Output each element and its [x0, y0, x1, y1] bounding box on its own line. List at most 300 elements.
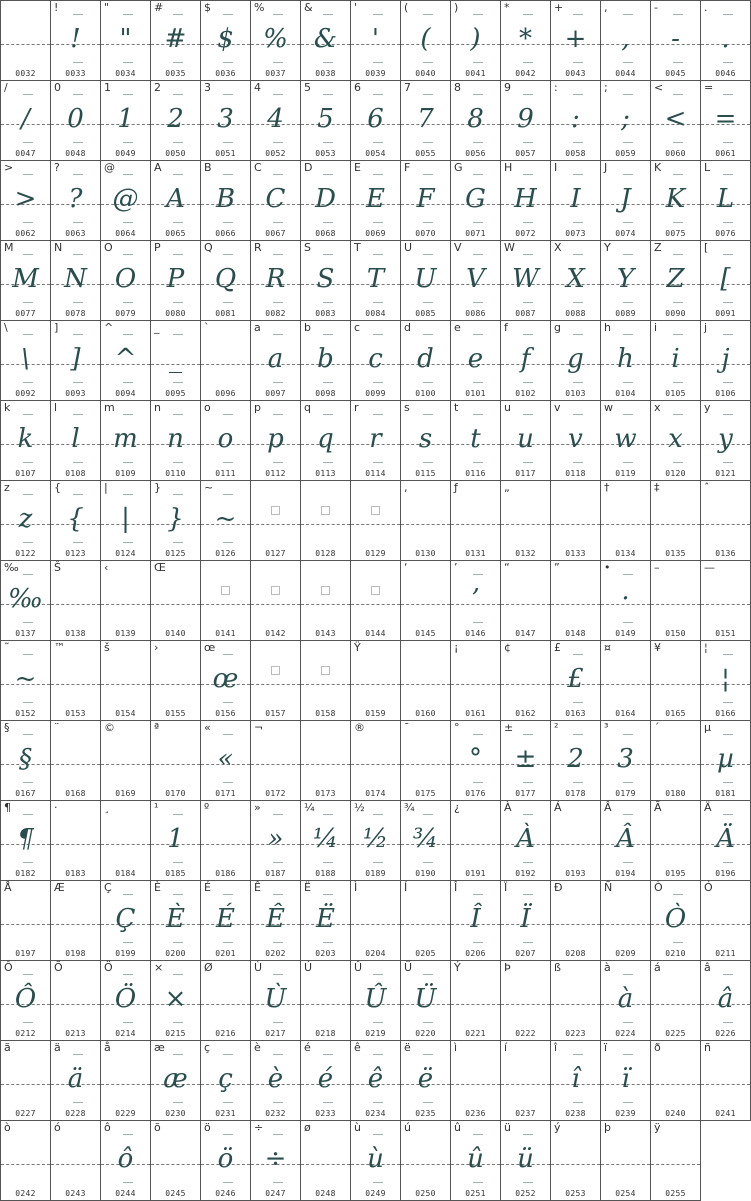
char-label: ý: [554, 1121, 561, 1134]
glyph-cell[interactable]: [51, 1, 101, 81]
glyph-cell[interactable]: [551, 321, 601, 401]
glyph-cell[interactable]: [651, 641, 701, 721]
glyph-cell[interactable]: [201, 961, 251, 1041]
glyph-cell[interactable]: [101, 1121, 151, 1201]
char-code: 0155: [165, 709, 186, 718]
glyph-cell[interactable]: [201, 881, 251, 961]
glyph-cell[interactable]: [251, 641, 301, 721]
glyph-cell[interactable]: [301, 81, 351, 161]
ascender-mark: [273, 974, 283, 975]
glyph-cell[interactable]: [501, 481, 551, 561]
glyph-cell[interactable]: [51, 801, 101, 881]
glyph-cell[interactable]: [601, 721, 651, 801]
glyph-cell[interactable]: [1, 561, 51, 641]
char-label: e: [454, 321, 461, 334]
ascender-mark: [123, 894, 133, 895]
glyph-cell[interactable]: [151, 1, 201, 81]
glyph-cell[interactable]: [1, 1, 51, 81]
glyph-cell[interactable]: [201, 561, 251, 641]
glyph-cell[interactable]: [501, 401, 551, 481]
glyph-cell[interactable]: [251, 961, 301, 1041]
glyph-cell[interactable]: [401, 401, 451, 481]
char-label: ©: [104, 721, 115, 734]
glyph-cell[interactable]: [401, 481, 451, 561]
glyph-cell[interactable]: [401, 641, 451, 721]
glyph-cell[interactable]: [601, 881, 651, 961]
glyph-cell[interactable]: [101, 961, 151, 1041]
glyph-cell[interactable]: [651, 721, 701, 801]
ascender-mark: [223, 734, 233, 735]
glyph-cell[interactable]: [651, 161, 701, 241]
glyph-cell[interactable]: [101, 641, 151, 721]
glyph-cell[interactable]: [501, 321, 551, 401]
char-code: 0102: [515, 389, 536, 398]
descender-mark: [373, 1022, 383, 1023]
glyph-cell[interactable]: [201, 401, 251, 481]
glyph-cell[interactable]: [551, 401, 601, 481]
glyph-cell[interactable]: [601, 1, 651, 81]
glyph-cell[interactable]: [51, 401, 101, 481]
glyph-cell[interactable]: [151, 561, 201, 641]
glyph-cell[interactable]: [1, 801, 51, 881]
glyph-cell[interactable]: [351, 1121, 401, 1201]
glyph-cell[interactable]: [701, 641, 751, 721]
glyph-cell[interactable]: [1, 481, 51, 561]
char-label: Ÿ: [354, 641, 361, 654]
char-label: Á: [554, 801, 562, 814]
glyph-cell[interactable]: [1, 721, 51, 801]
char-label: x: [654, 401, 661, 414]
glyph-cell[interactable]: [301, 1041, 351, 1121]
char-label: ˜: [4, 641, 10, 654]
glyph-cell[interactable]: [251, 321, 301, 401]
glyph-cell[interactable]: [351, 561, 401, 641]
glyph-cell[interactable]: [201, 161, 251, 241]
descender-mark: [723, 62, 733, 63]
glyph-cell[interactable]: [1, 161, 51, 241]
glyph-cell[interactable]: [251, 801, 301, 881]
ascender-mark: [523, 334, 533, 335]
glyph-cell[interactable]: [1, 961, 51, 1041]
ascender-mark: [323, 894, 333, 895]
glyph-cell[interactable]: [51, 81, 101, 161]
glyph-cell[interactable]: [101, 161, 151, 241]
glyph-cell[interactable]: [51, 1121, 101, 1201]
glyph-cell[interactable]: [451, 1121, 501, 1201]
baseline-guide: [101, 684, 150, 685]
glyph-cell[interactable]: [451, 1041, 501, 1121]
glyph-cell[interactable]: [601, 241, 651, 321]
glyph-cell[interactable]: [601, 161, 651, 241]
glyph-cell[interactable]: [101, 1, 151, 81]
glyph-cell[interactable]: [151, 881, 201, 961]
glyph-cell[interactable]: [601, 801, 651, 881]
char-code: 0036: [215, 69, 236, 78]
glyph-cell[interactable]: [601, 401, 651, 481]
char-code: 0140: [165, 629, 186, 638]
glyph-cell[interactable]: [651, 881, 701, 961]
glyph-cell[interactable]: [1, 881, 51, 961]
glyph-cell[interactable]: [101, 81, 151, 161]
glyph-cell[interactable]: [501, 641, 551, 721]
glyph-cell[interactable]: [251, 721, 301, 801]
glyph-cell[interactable]: [701, 321, 751, 401]
glyph-sample: ±: [514, 744, 537, 774]
glyph-cell[interactable]: [651, 81, 701, 161]
glyph-cell[interactable]: [451, 1, 501, 81]
glyph-cell[interactable]: [451, 241, 501, 321]
glyph-cell[interactable]: [401, 721, 451, 801]
missing-glyph-box: [271, 666, 280, 675]
glyph-cell[interactable]: [551, 1, 601, 81]
glyph-cell[interactable]: [301, 801, 351, 881]
glyph-cell[interactable]: [301, 961, 351, 1041]
descender-mark: [223, 1102, 233, 1103]
glyph-cell[interactable]: [651, 241, 701, 321]
glyph-cell[interactable]: [151, 481, 201, 561]
glyph-cell[interactable]: [251, 1, 301, 81]
glyph-cell[interactable]: [1, 241, 51, 321]
descender-mark: [223, 462, 233, 463]
glyph-cell[interactable]: [651, 561, 701, 641]
glyph-cell[interactable]: [351, 401, 401, 481]
glyph-cell[interactable]: [301, 721, 351, 801]
glyph-cell[interactable]: [451, 801, 501, 881]
glyph-cell[interactable]: [251, 161, 301, 241]
baseline-guide: [151, 764, 200, 765]
glyph-cell[interactable]: [351, 161, 401, 241]
char-code: 0142: [265, 629, 286, 638]
glyph-cell[interactable]: [51, 561, 101, 641]
glyph-cell[interactable]: [601, 1041, 651, 1121]
char-label: ™: [54, 641, 65, 654]
glyph-cell[interactable]: [551, 241, 601, 321]
glyph-cell[interactable]: [351, 1041, 401, 1121]
glyph-cell[interactable]: [701, 161, 751, 241]
glyph-cell[interactable]: [501, 721, 551, 801]
glyph-sample: 7: [417, 104, 434, 134]
glyph-cell[interactable]: [651, 961, 701, 1041]
glyph-cell[interactable]: [251, 1041, 301, 1121]
baseline-guide: [501, 684, 550, 685]
glyph-cell[interactable]: [401, 1121, 451, 1201]
glyph-cell[interactable]: [701, 241, 751, 321]
ascender-mark: [173, 894, 183, 895]
glyph-cell[interactable]: [201, 481, 251, 561]
glyph-cell[interactable]: [451, 721, 501, 801]
ascender-mark: [23, 734, 33, 735]
char-label: ÷: [254, 1121, 264, 1134]
glyph-sample: ‰: [8, 584, 43, 614]
glyph-cell[interactable]: [201, 1, 251, 81]
glyph-cell[interactable]: [501, 561, 551, 641]
descender-mark: [323, 942, 333, 943]
glyph-cell[interactable]: [651, 401, 701, 481]
glyph-cell[interactable]: [701, 1, 751, 81]
glyph-cell[interactable]: [651, 1041, 701, 1121]
char-label: ç: [204, 1041, 211, 1054]
glyph-cell[interactable]: [601, 481, 651, 561]
glyph-cell[interactable]: [101, 881, 151, 961]
glyph-cell[interactable]: [51, 481, 101, 561]
glyph-cell[interactable]: [451, 321, 501, 401]
glyph-cell[interactable]: [551, 721, 601, 801]
glyph-cell[interactable]: [351, 961, 401, 1041]
glyph-cell[interactable]: [601, 81, 651, 161]
ascender-mark: [573, 654, 583, 655]
char-label: ü: [504, 1121, 511, 1134]
glyph-cell[interactable]: [401, 561, 451, 641]
glyph-cell[interactable]: [351, 481, 401, 561]
glyph-sample: K: [665, 184, 686, 214]
glyph-cell[interactable]: [1, 641, 51, 721]
descender-mark: [623, 142, 633, 143]
glyph-cell[interactable]: [351, 801, 401, 881]
glyph-cell[interactable]: [251, 401, 301, 481]
glyph-cell[interactable]: [651, 321, 701, 401]
glyph-cell[interactable]: [401, 1041, 451, 1121]
glyph-cell[interactable]: [1, 81, 51, 161]
descender-mark: [23, 542, 33, 543]
glyph-cell[interactable]: [451, 561, 501, 641]
glyph-cell[interactable]: [601, 321, 651, 401]
glyph-cell[interactable]: [351, 1, 401, 81]
glyph-cell[interactable]: [601, 1121, 651, 1201]
glyph-cell[interactable]: [101, 721, 151, 801]
glyph-cell[interactable]: [201, 321, 251, 401]
glyph-cell[interactable]: [701, 401, 751, 481]
char-label: û: [454, 1121, 461, 1134]
glyph-sample: °: [469, 744, 482, 774]
glyph-cell[interactable]: [351, 321, 401, 401]
glyph-cell[interactable]: [401, 321, 451, 401]
glyph-cell[interactable]: [701, 801, 751, 881]
char-label: —: [704, 561, 715, 574]
glyph-cell[interactable]: [151, 801, 201, 881]
descender-mark: [23, 702, 33, 703]
glyph-cell[interactable]: [301, 1121, 351, 1201]
char-label: K: [654, 161, 662, 174]
char-code: 0212: [15, 1029, 36, 1038]
glyph-cell[interactable]: [551, 81, 601, 161]
descender-mark: [423, 1102, 433, 1103]
glyph-cell[interactable]: [451, 81, 501, 161]
glyph-cell[interactable]: [201, 241, 251, 321]
glyph-cell[interactable]: [101, 1041, 151, 1121]
glyph-cell[interactable]: [501, 241, 551, 321]
glyph-cell[interactable]: [301, 1, 351, 81]
glyph-cell[interactable]: [551, 1041, 601, 1121]
glyph-cell[interactable]: [701, 81, 751, 161]
glyph-cell[interactable]: [51, 321, 101, 401]
char-label: ,: [604, 1, 608, 14]
glyph-cell[interactable]: [451, 881, 501, 961]
glyph-cell[interactable]: [451, 641, 501, 721]
glyph-cell[interactable]: [651, 1121, 701, 1201]
glyph-cell[interactable]: [651, 481, 701, 561]
glyph-cell[interactable]: [151, 241, 201, 321]
glyph-cell[interactable]: [501, 1, 551, 81]
glyph-cell[interactable]: [451, 401, 501, 481]
glyph-cell[interactable]: [101, 481, 151, 561]
glyph-cell[interactable]: [351, 641, 401, 721]
glyph-cell[interactable]: [251, 561, 301, 641]
glyph-cell[interactable]: [251, 81, 301, 161]
glyph-sample: P: [166, 264, 185, 294]
glyph-cell[interactable]: [301, 561, 351, 641]
missing-glyph-box: [321, 586, 330, 595]
glyph-cell[interactable]: [1, 321, 51, 401]
glyph-cell[interactable]: [101, 241, 151, 321]
glyph-cell[interactable]: [151, 321, 201, 401]
glyph-cell[interactable]: [501, 801, 551, 881]
glyph-cell[interactable]: [701, 481, 751, 561]
glyph-cell[interactable]: [201, 641, 251, 721]
glyph-cell[interactable]: [1, 1121, 51, 1201]
glyph-cell[interactable]: [151, 641, 201, 721]
glyph-cell[interactable]: [201, 1041, 251, 1121]
glyph-cell[interactable]: [151, 401, 201, 481]
glyph-cell[interactable]: [301, 481, 351, 561]
ascender-mark: [273, 254, 283, 255]
glyph-cell[interactable]: [301, 241, 351, 321]
glyph-cell[interactable]: [701, 1041, 751, 1121]
ascender-mark: [473, 174, 483, 175]
glyph-cell[interactable]: [1, 1041, 51, 1121]
glyph-cell[interactable]: [501, 961, 551, 1041]
glyph-cell[interactable]: [101, 801, 151, 881]
glyph-cell[interactable]: [701, 721, 751, 801]
descender-mark: [523, 1182, 533, 1183]
glyph-cell[interactable]: [51, 1041, 101, 1121]
glyph-cell[interactable]: [201, 1121, 251, 1201]
glyph-cell[interactable]: [251, 241, 301, 321]
glyph-cell[interactable]: [401, 961, 451, 1041]
glyph-cell[interactable]: [401, 81, 451, 161]
glyph-cell[interactable]: [551, 161, 601, 241]
glyph-sample: ×: [164, 984, 187, 1014]
glyph-cell[interactable]: [251, 1121, 301, 1201]
glyph-cell[interactable]: [551, 641, 601, 721]
glyph-cell[interactable]: [101, 321, 151, 401]
glyph-cell[interactable]: [151, 1041, 201, 1121]
glyph-cell[interactable]: [51, 641, 101, 721]
glyph-cell[interactable]: [301, 881, 351, 961]
char-label: }: [154, 481, 161, 494]
glyph-sample: ¦: [721, 664, 730, 694]
char-code: 0163: [565, 709, 586, 718]
glyph-cell[interactable]: [401, 801, 451, 881]
ascender-mark: [523, 174, 533, 175]
glyph-cell[interactable]: [51, 961, 101, 1041]
glyph-cell[interactable]: [501, 1041, 551, 1121]
glyph-cell[interactable]: [301, 321, 351, 401]
glyph-cell[interactable]: [401, 1, 451, 81]
glyph-cell[interactable]: [351, 241, 401, 321]
glyph-cell[interactable]: [601, 961, 651, 1041]
glyph-cell[interactable]: [551, 881, 601, 961]
char-code: 0241: [715, 1109, 736, 1118]
glyph-cell[interactable]: [151, 961, 201, 1041]
ascender-mark: [523, 1134, 533, 1135]
glyph-cell[interactable]: [401, 881, 451, 961]
glyph-cell[interactable]: [451, 161, 501, 241]
glyph-cell[interactable]: [151, 721, 201, 801]
char-label: ë: [404, 1041, 411, 1054]
glyph-cell[interactable]: [351, 881, 401, 961]
glyph-cell[interactable]: [401, 241, 451, 321]
glyph-cell[interactable]: [151, 1121, 201, 1201]
glyph-cell[interactable]: [51, 721, 101, 801]
glyph-cell[interactable]: [101, 561, 151, 641]
glyph-cell[interactable]: [551, 801, 601, 881]
glyph-cell[interactable]: [1, 401, 51, 481]
glyph-sample: ù: [367, 1144, 384, 1174]
glyph-cell[interactable]: [501, 881, 551, 961]
char-label: Ñ: [604, 881, 613, 894]
baseline-guide: [651, 604, 700, 605]
glyph-cell[interactable]: [401, 161, 451, 241]
char-label: È: [154, 881, 161, 894]
descender-mark: [373, 862, 383, 863]
glyph-cell[interactable]: [201, 81, 251, 161]
char-label: +: [554, 1, 564, 14]
glyph-cell[interactable]: [551, 561, 601, 641]
char-label: §: [4, 721, 10, 734]
ascender-mark: [173, 1054, 183, 1055]
descender-mark: [73, 462, 83, 463]
glyph-cell[interactable]: [301, 641, 351, 721]
glyph-cell[interactable]: [701, 561, 751, 641]
glyph-cell[interactable]: [351, 721, 401, 801]
glyph-cell[interactable]: [551, 1121, 601, 1201]
glyph-cell[interactable]: [651, 801, 701, 881]
glyph-cell[interactable]: [651, 1, 701, 81]
glyph-sample: k: [17, 424, 34, 454]
glyph-cell[interactable]: [501, 1121, 551, 1201]
glyph-cell[interactable]: [551, 481, 601, 561]
glyph-cell[interactable]: [51, 881, 101, 961]
baseline-guide: [401, 604, 450, 605]
glyph-sample: ~: [214, 504, 237, 534]
char-code: 0053: [315, 149, 336, 158]
glyph-sample: ö: [217, 1144, 234, 1174]
glyph-cell[interactable]: [251, 481, 301, 561]
char-label: @: [104, 161, 115, 174]
glyph-cell[interactable]: [501, 81, 551, 161]
glyph-cell[interactable]: [601, 561, 651, 641]
glyph-cell[interactable]: [151, 161, 201, 241]
glyph-cell[interactable]: [301, 161, 351, 241]
glyph-cell[interactable]: [451, 961, 501, 1041]
glyph-cell[interactable]: [51, 241, 101, 321]
glyph-cell[interactable]: [101, 401, 151, 481]
glyph-cell[interactable]: [551, 961, 601, 1041]
glyph-cell[interactable]: [351, 81, 401, 161]
char-label: ·: [54, 801, 58, 814]
glyph-cell[interactable]: [51, 161, 101, 241]
glyph-cell[interactable]: [251, 881, 301, 961]
glyph-cell[interactable]: [201, 721, 251, 801]
glyph-cell[interactable]: [201, 801, 251, 881]
glyph-cell[interactable]: [501, 161, 551, 241]
glyph-cell[interactable]: [301, 401, 351, 481]
glyph-cell[interactable]: [451, 481, 501, 561]
glyph-cell[interactable]: [701, 961, 751, 1041]
glyph-cell[interactable]: [701, 881, 751, 961]
glyph-cell[interactable]: [601, 641, 651, 721]
glyph-cell[interactable]: [151, 81, 201, 161]
